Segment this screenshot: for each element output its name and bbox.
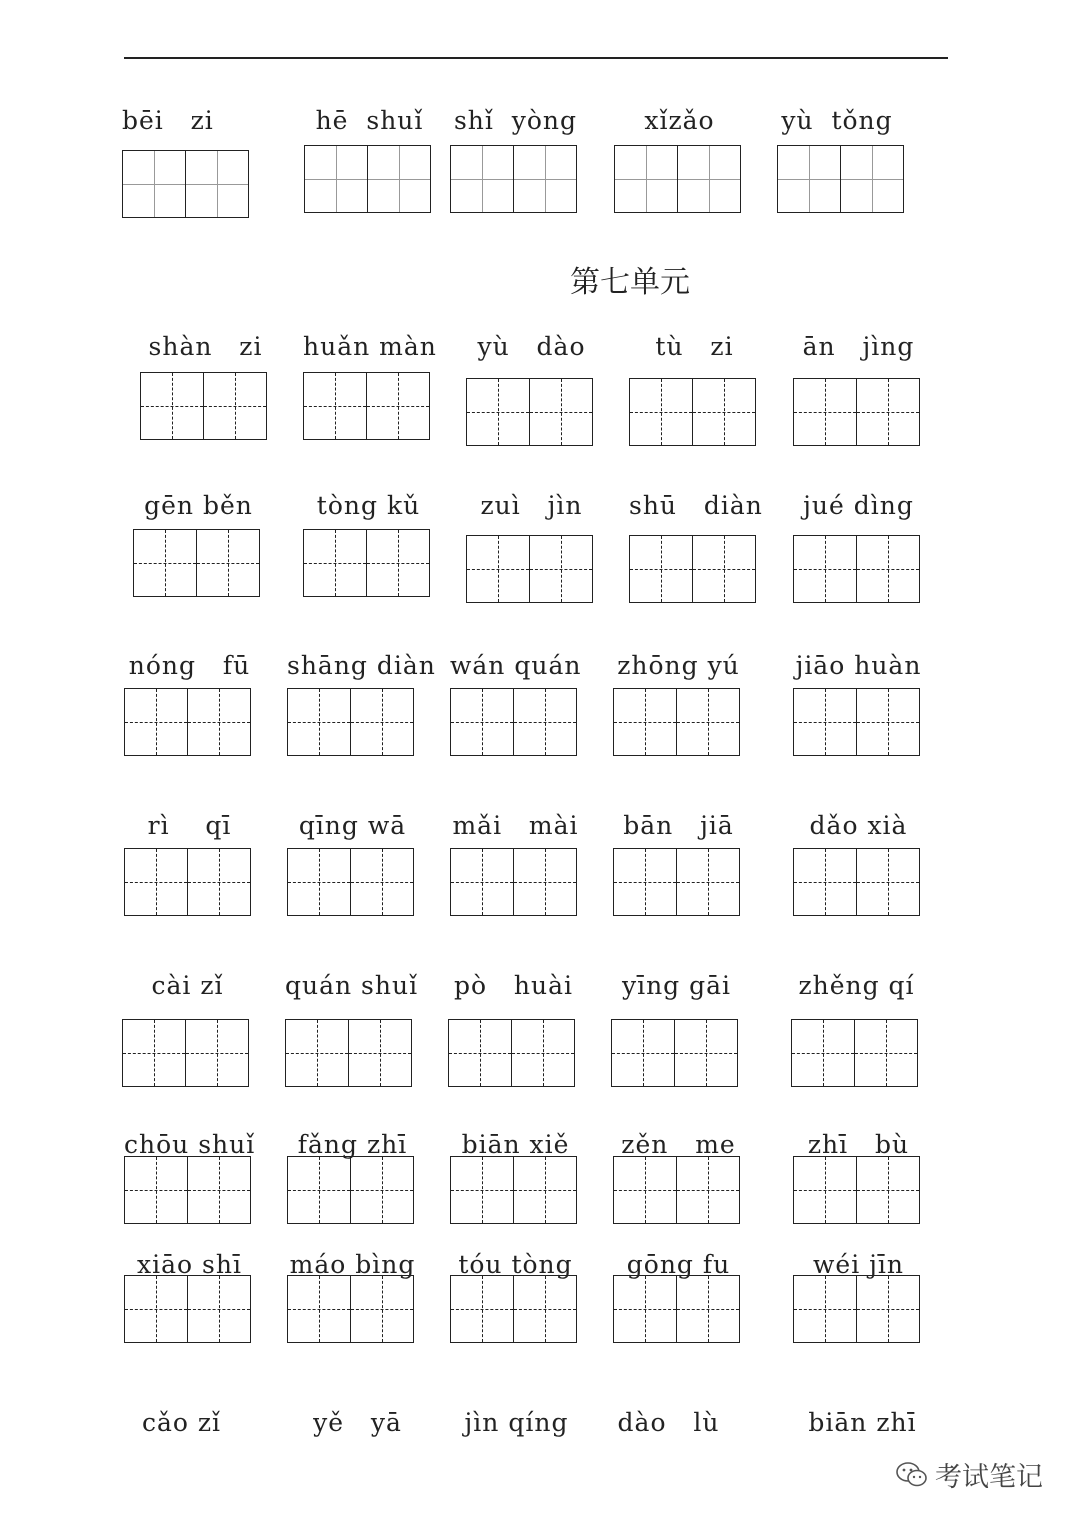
char-cell[interactable] xyxy=(614,145,678,213)
pinyin-label: ān jìng xyxy=(802,332,915,361)
wechat-icon xyxy=(895,1461,929,1489)
writing-grid[interactable] xyxy=(124,1156,253,1224)
char-cell[interactable] xyxy=(350,688,414,756)
pinyin-label: hē shuǐ xyxy=(315,106,424,135)
pinyin-label: jìn qíng xyxy=(464,1408,569,1437)
writing-grid[interactable] xyxy=(793,535,922,603)
char-cell[interactable] xyxy=(856,535,920,603)
char-cell[interactable] xyxy=(450,1156,514,1224)
char-cell[interactable] xyxy=(793,688,857,756)
char-cell[interactable] xyxy=(350,1156,414,1224)
char-cell[interactable] xyxy=(613,1156,677,1224)
char-cell[interactable] xyxy=(511,1019,575,1087)
writing-grid[interactable] xyxy=(793,848,922,916)
char-cell[interactable] xyxy=(466,535,530,603)
pinyin-label: shǐ yòng xyxy=(453,106,578,135)
writing-grid[interactable] xyxy=(614,145,743,213)
char-cell[interactable] xyxy=(793,535,857,603)
writing-grid[interactable] xyxy=(287,848,416,916)
pinyin-label: wéi jīn xyxy=(813,1250,904,1279)
writing-grid[interactable] xyxy=(793,1275,922,1343)
pinyin-label: yù dào xyxy=(477,332,586,361)
char-cell[interactable] xyxy=(187,1156,251,1224)
writing-grid[interactable] xyxy=(466,378,595,446)
pinyin-label: mǎi mài xyxy=(452,811,579,840)
char-cell[interactable] xyxy=(513,688,577,756)
writing-grid[interactable] xyxy=(124,688,253,756)
writing-grid[interactable] xyxy=(133,529,262,597)
char-cell[interactable] xyxy=(529,535,593,603)
writing-grid[interactable] xyxy=(629,378,758,446)
char-cell[interactable] xyxy=(793,1156,857,1224)
char-cell[interactable] xyxy=(285,1019,349,1087)
char-cell[interactable] xyxy=(124,688,188,756)
char-cell[interactable] xyxy=(513,145,577,213)
char-cell[interactable] xyxy=(196,529,260,597)
char-cell[interactable] xyxy=(676,1156,740,1224)
char-cell[interactable] xyxy=(613,848,677,916)
char-cell[interactable] xyxy=(367,145,431,213)
char-cell[interactable] xyxy=(185,150,249,218)
char-cell[interactable] xyxy=(450,145,514,213)
pinyin-label: tóu tòng xyxy=(458,1250,573,1279)
char-cell[interactable] xyxy=(466,378,530,446)
pinyin-label: shū diàn xyxy=(629,491,763,520)
char-cell[interactable] xyxy=(124,1156,188,1224)
pinyin-label: zhōng yú xyxy=(617,651,740,680)
char-cell[interactable] xyxy=(187,688,251,756)
char-cell[interactable] xyxy=(676,688,740,756)
char-cell[interactable] xyxy=(124,1275,188,1343)
pinyin-label: xǐzǎo xyxy=(644,106,715,135)
char-cell[interactable] xyxy=(791,1019,855,1087)
char-cell[interactable] xyxy=(793,1275,857,1343)
char-cell[interactable] xyxy=(674,1019,738,1087)
char-cell[interactable] xyxy=(287,848,351,916)
pinyin-label: biān zhī xyxy=(808,1408,917,1437)
char-cell[interactable] xyxy=(450,848,514,916)
char-cell[interactable] xyxy=(856,378,920,446)
char-cell[interactable] xyxy=(854,1019,918,1087)
char-cell[interactable] xyxy=(513,1156,577,1224)
char-cell[interactable] xyxy=(287,688,351,756)
writing-grid[interactable] xyxy=(450,1156,579,1224)
writing-grid[interactable] xyxy=(450,848,579,916)
writing-grid[interactable] xyxy=(613,688,742,756)
pinyin-label: chōu shuǐ xyxy=(124,1130,256,1159)
pinyin-label: tòng kǔ xyxy=(316,491,421,520)
writing-grid[interactable] xyxy=(303,529,432,597)
pinyin-label: dǎo xià xyxy=(809,811,908,840)
pinyin-label: bān jiā xyxy=(623,811,734,840)
pinyin-label: pò huài xyxy=(454,971,573,1000)
writing-grid[interactable] xyxy=(140,372,269,440)
char-cell[interactable] xyxy=(629,535,693,603)
pinyin-label: qīng wā xyxy=(298,811,407,840)
pinyin-label: máo bìng xyxy=(289,1250,416,1279)
char-cell[interactable] xyxy=(529,378,593,446)
pinyin-label: zhī bù xyxy=(807,1130,910,1159)
pinyin-label: yě yā xyxy=(313,1408,402,1437)
writing-grid[interactable] xyxy=(304,145,433,213)
pinyin-label: zhěng qí xyxy=(798,971,915,1000)
char-cell[interactable] xyxy=(366,529,430,597)
section-title: 第七单元 xyxy=(570,265,690,300)
char-cell[interactable] xyxy=(611,1019,675,1087)
char-cell[interactable] xyxy=(676,848,740,916)
char-cell[interactable] xyxy=(677,145,741,213)
writing-grid[interactable] xyxy=(122,1019,251,1087)
char-cell[interactable] xyxy=(450,1275,514,1343)
writing-grid[interactable] xyxy=(793,688,922,756)
pinyin-label: gēn běn xyxy=(144,491,253,520)
pinyin-label: huǎn màn xyxy=(303,332,437,361)
pinyin-label: tù zi xyxy=(655,332,734,361)
top-divider xyxy=(124,57,948,59)
char-cell[interactable] xyxy=(856,688,920,756)
char-cell[interactable] xyxy=(840,145,904,213)
char-cell[interactable] xyxy=(122,150,186,218)
writing-grid[interactable] xyxy=(450,1275,579,1343)
pinyin-label: gōng fu xyxy=(626,1250,731,1279)
char-cell[interactable] xyxy=(450,688,514,756)
char-cell[interactable] xyxy=(287,1156,351,1224)
char-cell[interactable] xyxy=(303,372,367,440)
writing-grid[interactable] xyxy=(466,535,595,603)
pinyin-label: rì qī xyxy=(147,811,232,840)
char-cell[interactable] xyxy=(692,535,756,603)
char-cell[interactable] xyxy=(122,1019,186,1087)
pinyin-label: biān xiě xyxy=(461,1130,570,1159)
pinyin-label: cài zǐ xyxy=(151,971,224,1000)
writing-grid[interactable] xyxy=(287,688,416,756)
char-cell[interactable] xyxy=(185,1019,249,1087)
writing-grid[interactable] xyxy=(122,150,251,218)
pinyin-label: xiāo shī xyxy=(137,1250,242,1279)
writing-grid[interactable] xyxy=(303,372,432,440)
char-cell[interactable] xyxy=(133,529,197,597)
writing-grid[interactable] xyxy=(613,1156,742,1224)
writing-grid[interactable] xyxy=(613,848,742,916)
char-cell[interactable] xyxy=(793,378,857,446)
writing-grid[interactable] xyxy=(611,1019,740,1087)
pinyin-label: shàn zi xyxy=(148,332,263,361)
writing-grid[interactable] xyxy=(448,1019,577,1087)
writing-grid[interactable] xyxy=(287,1275,416,1343)
pinyin-label: shāng diàn xyxy=(287,651,436,680)
char-cell[interactable] xyxy=(513,848,577,916)
char-cell[interactable] xyxy=(366,372,430,440)
writing-grid[interactable] xyxy=(777,145,906,213)
char-cell[interactable] xyxy=(676,1275,740,1343)
pinyin-label: yīng gāi xyxy=(621,971,732,1000)
pinyin-label: zuì jìn xyxy=(480,491,583,520)
char-cell[interactable] xyxy=(124,848,188,916)
pinyin-label: dào lù xyxy=(617,1408,720,1437)
pinyin-label: jiāo huàn xyxy=(795,651,922,680)
char-cell[interactable] xyxy=(350,1275,414,1343)
pinyin-label: nóng fū xyxy=(128,651,251,680)
writing-grid[interactable] xyxy=(450,145,579,213)
writing-grid[interactable] xyxy=(793,378,922,446)
char-cell[interactable] xyxy=(187,1275,251,1343)
char-cell[interactable] xyxy=(304,145,368,213)
writing-grid[interactable] xyxy=(793,1156,922,1224)
char-cell[interactable] xyxy=(856,1275,920,1343)
char-cell[interactable] xyxy=(140,372,204,440)
writing-grid[interactable] xyxy=(124,1275,253,1343)
char-cell[interactable] xyxy=(303,529,367,597)
pinyin-label: zěn me xyxy=(621,1130,736,1159)
char-cell[interactable] xyxy=(856,1156,920,1224)
char-cell[interactable] xyxy=(348,1019,412,1087)
pinyin-label: yù tǒng xyxy=(781,106,893,135)
pinyin-label: wán quán xyxy=(450,651,582,680)
char-cell[interactable] xyxy=(777,145,841,213)
char-cell[interactable] xyxy=(448,1019,512,1087)
writing-grid[interactable] xyxy=(791,1019,920,1087)
pinyin-label: quán shuǐ xyxy=(285,971,419,1000)
writing-grid[interactable] xyxy=(629,535,758,603)
char-cell[interactable] xyxy=(613,688,677,756)
writing-grid[interactable] xyxy=(124,848,253,916)
char-cell[interactable] xyxy=(856,848,920,916)
char-cell[interactable] xyxy=(287,1275,351,1343)
pinyin-label: fǎng zhī xyxy=(297,1130,408,1159)
char-cell[interactable] xyxy=(203,372,267,440)
pinyin-label: cǎo zǐ xyxy=(141,1408,222,1437)
char-cell[interactable] xyxy=(187,848,251,916)
char-cell[interactable] xyxy=(513,1275,577,1343)
char-cell[interactable] xyxy=(692,378,756,446)
watermark-text: 考试笔记 xyxy=(935,1462,1043,1493)
char-cell[interactable] xyxy=(629,378,693,446)
pinyin-label: bēi zi xyxy=(122,106,214,135)
char-cell[interactable] xyxy=(613,1275,677,1343)
watermark xyxy=(895,1455,1043,1494)
writing-grid[interactable] xyxy=(287,1156,416,1224)
pinyin-label: jué dìng xyxy=(803,491,914,520)
writing-grid[interactable] xyxy=(450,688,579,756)
char-cell[interactable] xyxy=(350,848,414,916)
writing-grid[interactable] xyxy=(613,1275,742,1343)
char-cell[interactable] xyxy=(793,848,857,916)
writing-grid[interactable] xyxy=(285,1019,414,1087)
